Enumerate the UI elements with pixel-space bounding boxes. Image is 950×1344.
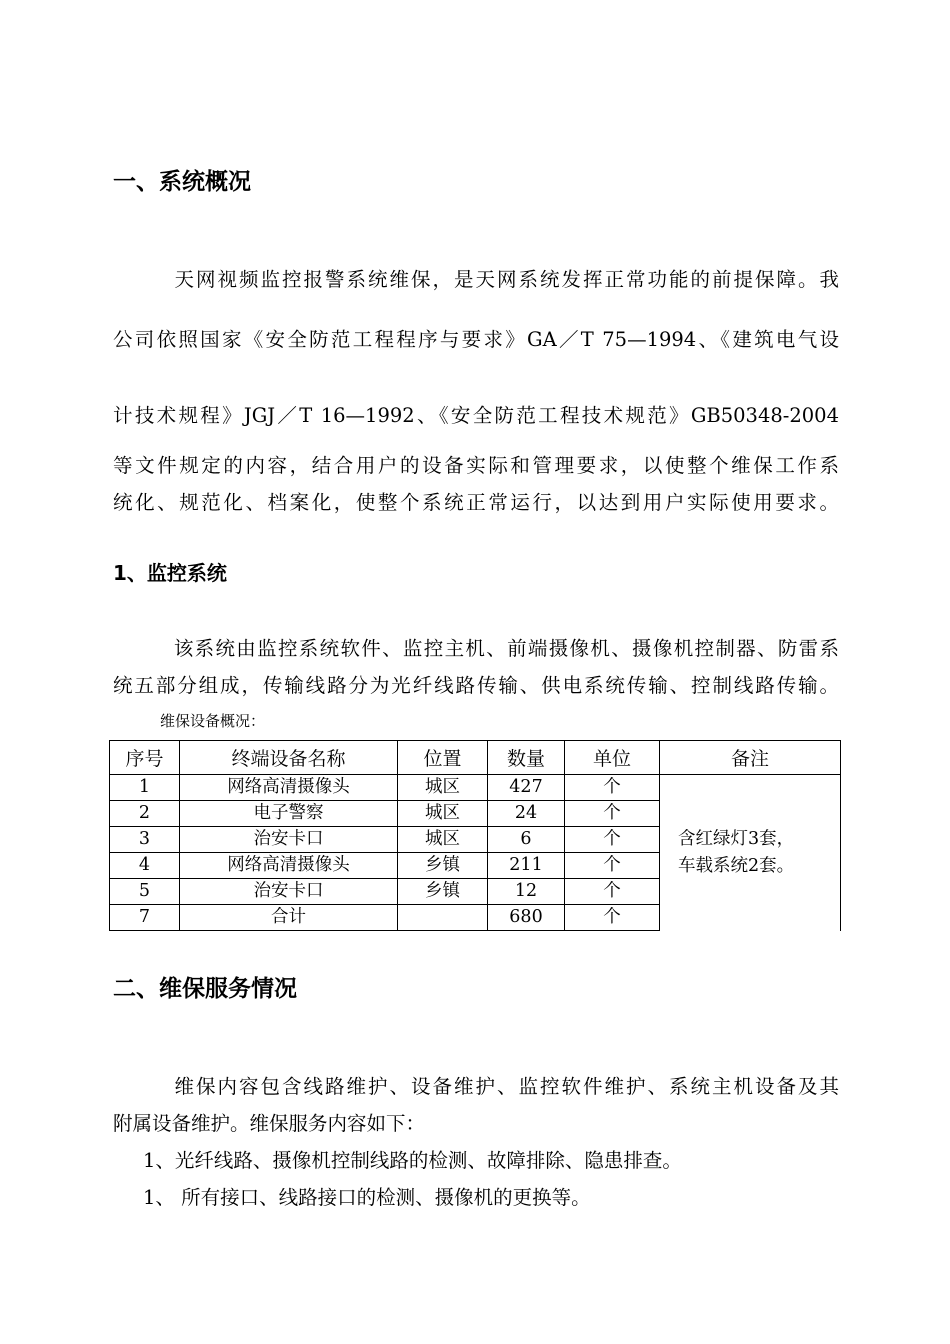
cell-quantity: 12 [488,879,565,905]
cell-quantity: 427 [488,775,565,801]
paragraph-line: 计技术规程》JGJ／T 16—1992、《安全防范工程技术规范》GB50348-2004 [113,404,839,427]
list-item: 1、光纤线路、摄像机控制线路的检测、故障排除、隐患排查。 [143,1149,682,1172]
paragraph-line: 天网视频监控报警系统维保，是天网系统发挥正常功能的前提保障。我 [153,268,839,291]
header-index: 序号 [110,741,180,775]
cell-device-name: 网络高清摄像头 [180,853,398,879]
paragraph-line: 维保内容包含线路维护、设备维护、监控软件维护、系统主机设备及其 [153,1075,839,1098]
cell-unit: 个 [565,775,660,801]
subsection-heading-monitoring: 1、监控系统 [113,561,227,585]
paragraph-line: 统五部分组成，传输线路分为光纤线路传输、供电系统传输、控制线路传输。 [113,674,839,697]
section-heading-overview: 一、系统概况 [113,169,251,195]
cell-index: 3 [110,827,180,853]
cell-unit: 个 [565,827,660,853]
paragraph-line: 附属设备维护。维保服务内容如下： [113,1112,426,1135]
cell-device-name: 网络高清摄像头 [180,775,398,801]
equipment-table [109,740,841,931]
cell-location: 城区 [398,801,488,827]
cell-device-name: 治安卡口 [180,879,398,905]
paragraph-line: 该系统由监控系统软件、监控主机、前端摄像机、摄像机控制器、防雷系 [153,637,839,660]
cell-index: 1 [110,775,180,801]
cell-location [398,905,488,931]
table-caption: 维保设备概况： [160,712,266,730]
header-location: 位置 [398,741,488,775]
cell-remark [660,775,841,931]
remark-line: 车载系统2套。 [678,855,795,876]
header-device-name: 终端设备名称 [180,741,398,775]
table-row [110,775,841,801]
paragraph-line: 等文件规定的内容，结合用户的设备实际和管理要求，以使整个维保工作系 [113,454,839,477]
section-heading-maintenance: 二、维保服务情况 [113,976,297,1002]
cell-unit: 个 [565,905,660,931]
cell-index: 4 [110,853,180,879]
cell-location: 乡镇 [398,879,488,905]
cell-quantity: 211 [488,853,565,879]
header-unit: 单位 [565,741,660,775]
header-quantity: 数量 [488,741,565,775]
remark-line: 含红绿灯3套， [678,828,795,849]
table-header-row [110,741,841,775]
cell-device-name: 电子警察 [180,801,398,827]
cell-index: 7 [110,905,180,931]
cell-quantity: 6 [488,827,565,853]
cell-location: 城区 [398,775,488,801]
paragraph-line: 统化、规范化、档案化，使整个系统正常运行，以达到用户实际使用要求。 [113,491,839,514]
cell-index: 2 [110,801,180,827]
cell-location: 城区 [398,827,488,853]
paragraph-line: 公司依照国家《安全防范工程程序与要求》GA／T 75—1994、《建筑电气设 [113,328,839,351]
cell-device-name: 合计 [180,905,398,931]
cell-unit: 个 [565,801,660,827]
cell-location: 乡镇 [398,853,488,879]
cell-index: 5 [110,879,180,905]
cell-unit: 个 [565,879,660,905]
list-item: 1、 所有接口、线路接口的检测、摄像机的更换等。 [143,1186,591,1209]
header-remark: 备注 [660,741,841,775]
cell-unit: 个 [565,853,660,879]
cell-quantity: 24 [488,801,565,827]
cell-quantity: 680 [488,905,565,931]
cell-device-name: 治安卡口 [180,827,398,853]
